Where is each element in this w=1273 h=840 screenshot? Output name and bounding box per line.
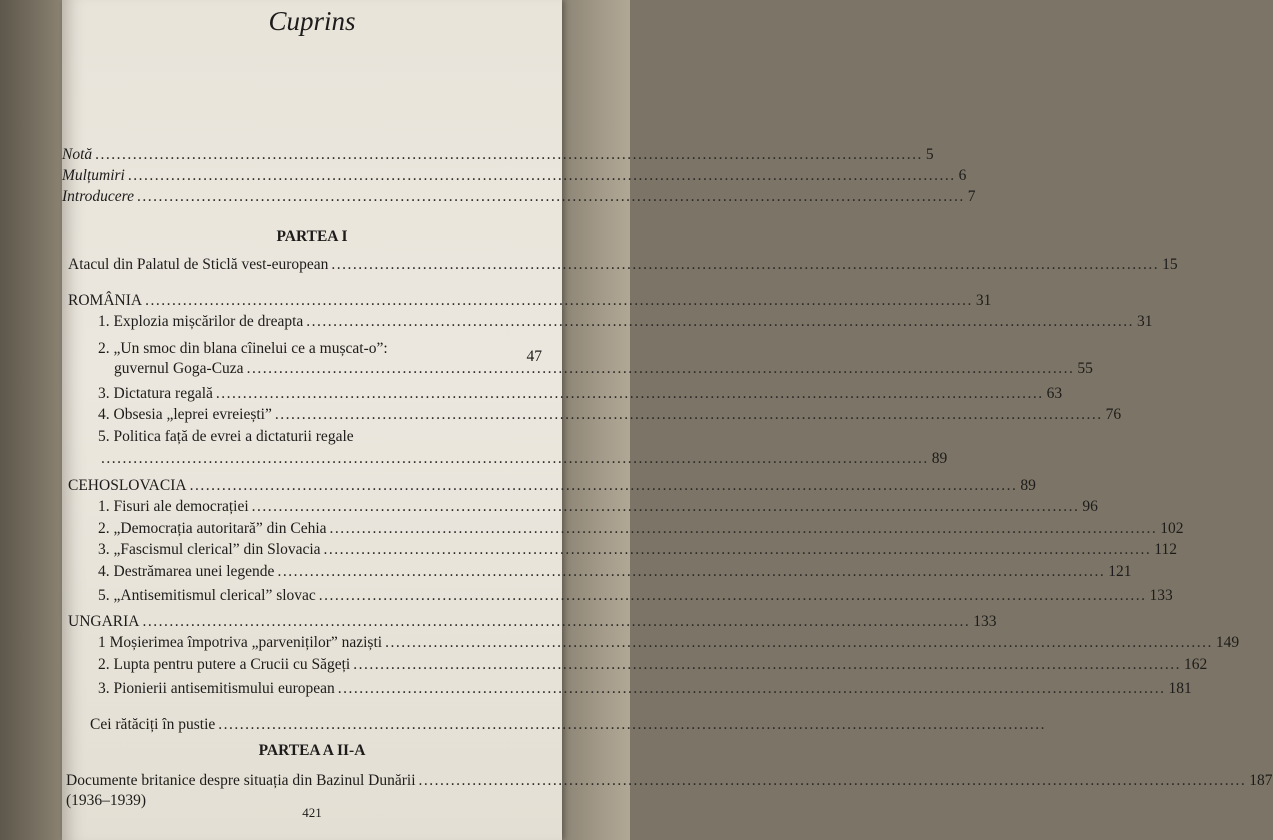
toc-section-cehoslovacia <box>68 477 1036 495</box>
toc-page: 76 <box>1105 406 1122 423</box>
part-heading-2: PARTEA A II-A <box>258 742 366 759</box>
toc-entry <box>98 520 1184 538</box>
toc-label: UNGARIA <box>68 613 140 630</box>
toc-entry <box>98 563 1132 581</box>
toc-page: 96 <box>1082 498 1098 515</box>
page-number: 421 <box>302 805 322 820</box>
leader-dots: .......................................................................................................................................................... <box>274 406 1103 423</box>
toc-page: 133 <box>973 613 997 630</box>
toc-label: 3. Pionierii antisemitismului european <box>98 680 335 697</box>
toc-label: 3. „Fascismul clerical” din Slovacia <box>98 541 321 558</box>
toc-entry <box>98 680 1192 698</box>
toc-label: 4. Destrămarea unei legende <box>98 563 275 580</box>
toc-label: CEHOSLOVACIA <box>68 477 187 494</box>
leader-dots: .......................................................................................................................................................... <box>337 680 1166 697</box>
toc-label: 1 Moșierimea împotriva „parveniților” naziști <box>98 634 383 651</box>
leader-dots: .......................................................................................................................................................... <box>137 188 965 205</box>
leader-dots: .......................................................................................................................................................... <box>142 613 971 630</box>
toc-entry-label: 5. Politica față de evrei a dictaturii regale <box>98 428 354 445</box>
toc-page: 15 <box>1162 256 1178 273</box>
leader-dots: .......................................................................................................................................................... <box>145 292 973 309</box>
toc-entry-multumiri <box>62 167 967 185</box>
toc-label: Documente britanice despre situația din Bazinul Dunării <box>66 772 416 789</box>
toc-label: 1. Explozia mișcărilor de dreapta <box>98 313 304 330</box>
toc-entry <box>98 498 1098 516</box>
leader-dots: .......................................................................................................................................................... <box>251 498 1080 515</box>
leader-dots: .......................................................................................................................................................... <box>246 360 1075 377</box>
leader-dots: .......................................................................................................................................................... <box>101 450 929 467</box>
toc-page: 162 <box>1183 656 1208 673</box>
leader-dots: .......................................................................................................................................................... <box>318 587 1147 604</box>
toc-page: 133 <box>1149 587 1173 604</box>
toc-page: 31 <box>975 292 992 309</box>
toc-label: Introducere <box>62 188 135 205</box>
leader-dots: .......................................................................................................................................................... <box>331 256 1160 273</box>
toc-page: 6 <box>958 167 967 184</box>
toc-entry-years: (1936–1939) <box>66 792 147 809</box>
toc-page: 89 <box>931 450 948 467</box>
toc-entry <box>98 340 542 365</box>
toc-entry <box>98 656 1208 674</box>
leader-dots: .......................................................................................................................................................... <box>353 656 1181 673</box>
toc-page: 187 <box>1249 772 1273 789</box>
toc-page: 31 <box>1137 313 1153 330</box>
leader-dots: .......................................................................................................................................................... <box>218 716 1047 733</box>
toc-entry-continuation <box>98 450 948 468</box>
toc-entry-documente <box>66 772 1273 790</box>
toc-page: 102 <box>1160 520 1184 537</box>
toc-page: 63 <box>1046 385 1063 402</box>
leader-dots: .......................................................................................................................................................... <box>385 634 1213 651</box>
toc-label: 2. „Democrația autoritară” din Cehia <box>98 520 327 537</box>
toc-label: 1. Fisuri ale democrației <box>98 498 249 515</box>
leader-dots: .......................................................................................................................................................... <box>323 541 1152 558</box>
toc-entry <box>98 385 1063 403</box>
toc-page: 149 <box>1215 634 1240 651</box>
toc-label: guvernul Goga-Cuza <box>114 360 244 377</box>
page-title: Cuprins <box>268 6 356 36</box>
toc-label: 2. „Un smoc din blana cîinelui ce a mușcat-o”: <box>98 340 388 357</box>
toc-page: 47 <box>526 348 542 365</box>
toc-label: 4. Obsesia „leprei evreiești” <box>98 406 272 423</box>
toc-entry-atacul <box>68 256 1178 274</box>
toc-section-ungaria <box>68 613 997 631</box>
leader-dots: .......................................................................................................................................................... <box>189 477 1018 494</box>
toc-label: 2. Lupta pentru putere a Crucii cu Săgeți <box>98 656 351 673</box>
toc-entry-introducere <box>62 188 976 206</box>
toc-section-romania <box>68 292 992 310</box>
toc-label: ROMÂNIA <box>68 292 143 309</box>
toc-page: 112 <box>1154 541 1177 558</box>
toc-page: 181 <box>1168 680 1192 697</box>
toc-entry <box>114 360 1093 378</box>
leader-dots: .......................................................................................................................................................... <box>418 772 1247 789</box>
toc-page: 55 <box>1077 360 1093 377</box>
toc-page: 89 <box>1020 477 1036 494</box>
toc-page: 121 <box>1108 563 1132 580</box>
toc-entry-ratatiti <box>90 716 1047 734</box>
toc-entry-nota <box>62 146 934 164</box>
toc-label: Notă <box>62 146 93 163</box>
toc-entry <box>98 634 1240 652</box>
toc-label: 3. Dictatura regală <box>98 385 213 402</box>
toc-entry <box>98 406 1122 424</box>
toc-label: Mulțumiri <box>62 167 125 184</box>
background-left <box>0 0 70 840</box>
toc-entry <box>98 587 1173 605</box>
leader-dots: .......................................................................................................................................................... <box>329 520 1158 537</box>
toc-label: Cei rătăciți în pustie <box>90 716 216 733</box>
toc-label: Atacul din Palatul de Sticlă vest-european <box>68 256 329 273</box>
toc-page: 7 <box>967 188 976 205</box>
toc-label: 5. „Antisemitismul clerical” slovac <box>98 587 316 604</box>
leader-dots: .......................................................................................................................................................... <box>127 167 956 184</box>
toc-entry <box>98 541 1177 559</box>
leader-dots: .......................................................................................................................................................... <box>95 146 923 163</box>
leader-dots: .......................................................................................................................................................... <box>277 563 1106 580</box>
part-heading-1: PARTEA I <box>276 228 348 245</box>
leader-dots: .......................................................................................................................................................... <box>306 313 1135 330</box>
book-page <box>62 0 1273 840</box>
toc-entry <box>98 313 1153 331</box>
leader-dots: .......................................................................................................................................................... <box>215 385 1044 402</box>
toc-page: 5 <box>925 146 934 163</box>
